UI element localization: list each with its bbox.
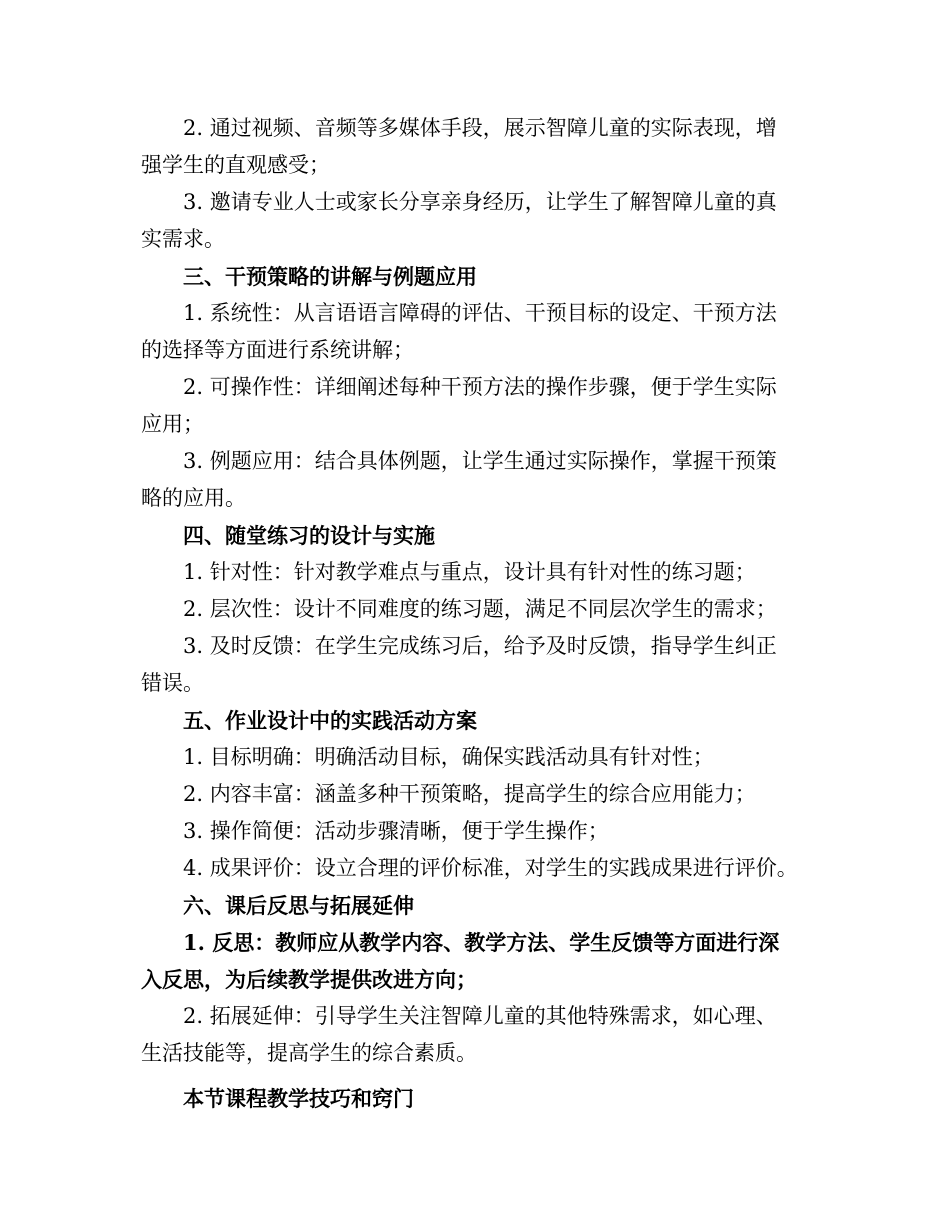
paragraph-line: 4. 成果评价：设立合理的评价标准，对学生的实践成果进行评价。 xyxy=(183,856,798,880)
bold-paragraph-line: 入反思，为后续教学提供改进方向； xyxy=(141,967,477,992)
paragraph-line: 1. 系统性：从言语语言障碍的评估、干预目标的设定、干预方法 xyxy=(183,301,777,325)
section-heading: 六、课后反思与拓展延伸 xyxy=(183,893,414,918)
paragraph-line: 2. 层次性：设计不同难度的练习题，满足不同层次学生的需求； xyxy=(183,597,777,621)
section-heading: 本节课程教学技巧和窍门 xyxy=(183,1086,414,1111)
paragraph-line: 生活技能等，提高学生的综合素质。 xyxy=(141,1041,477,1065)
document-body xyxy=(141,110,821,1117)
paragraph-line: 的选择等方面进行系统讲解； xyxy=(141,338,414,362)
paragraph-line: 2. 通过视频、音频等多媒体手段，展示智障儿童的实际表现，增 xyxy=(183,116,777,140)
paragraph-line: 强学生的直观感受； xyxy=(141,153,330,177)
paragraph-line: 略的应用。 xyxy=(141,486,246,510)
section-heading: 四、随堂练习的设计与实施 xyxy=(183,523,435,548)
paragraph-line: 3. 操作简便：活动步骤清晰，便于学生操作； xyxy=(183,819,609,843)
paragraph-line: 实需求。 xyxy=(141,227,225,251)
paragraph-line: 1. 针对性：针对教学难点与重点，设计具有针对性的练习题； xyxy=(183,560,756,584)
paragraph-line: 2. 可操作性：详细阐述每种干预方法的操作步骤，便于学生实际 xyxy=(183,375,777,399)
paragraph-line: 2. 拓展延伸：引导学生关注智障儿童的其他特殊需求，如心理、 xyxy=(183,1004,777,1028)
section-heading: 三、干预策略的讲解与例题应用 xyxy=(183,264,477,289)
paragraph-line: 1. 目标明确：明确活动目标，确保实践活动具有针对性； xyxy=(183,745,714,769)
paragraph-line: 错误。 xyxy=(141,671,204,695)
paragraph-line: 3. 及时反馈：在学生完成练习后，给予及时反馈，指导学生纠正 xyxy=(183,634,777,658)
paragraph-line: 应用； xyxy=(141,412,204,436)
section-heading: 五、作业设计中的实践活动方案 xyxy=(183,708,477,733)
paragraph-line: 3. 例题应用：结合具体例题，让学生通过实际操作，掌握干预策 xyxy=(183,449,777,473)
paragraph-line: 2. 内容丰富：涵盖多种干预策略，提高学生的综合应用能力； xyxy=(183,782,756,806)
bold-paragraph-line: 1. 反思：教师应从教学内容、教学方法、学生反馈等方面进行深 xyxy=(183,930,780,955)
paragraph-line: 3. 邀请专业人士或家长分享亲身经历，让学生了解智障儿童的真 xyxy=(183,190,777,214)
